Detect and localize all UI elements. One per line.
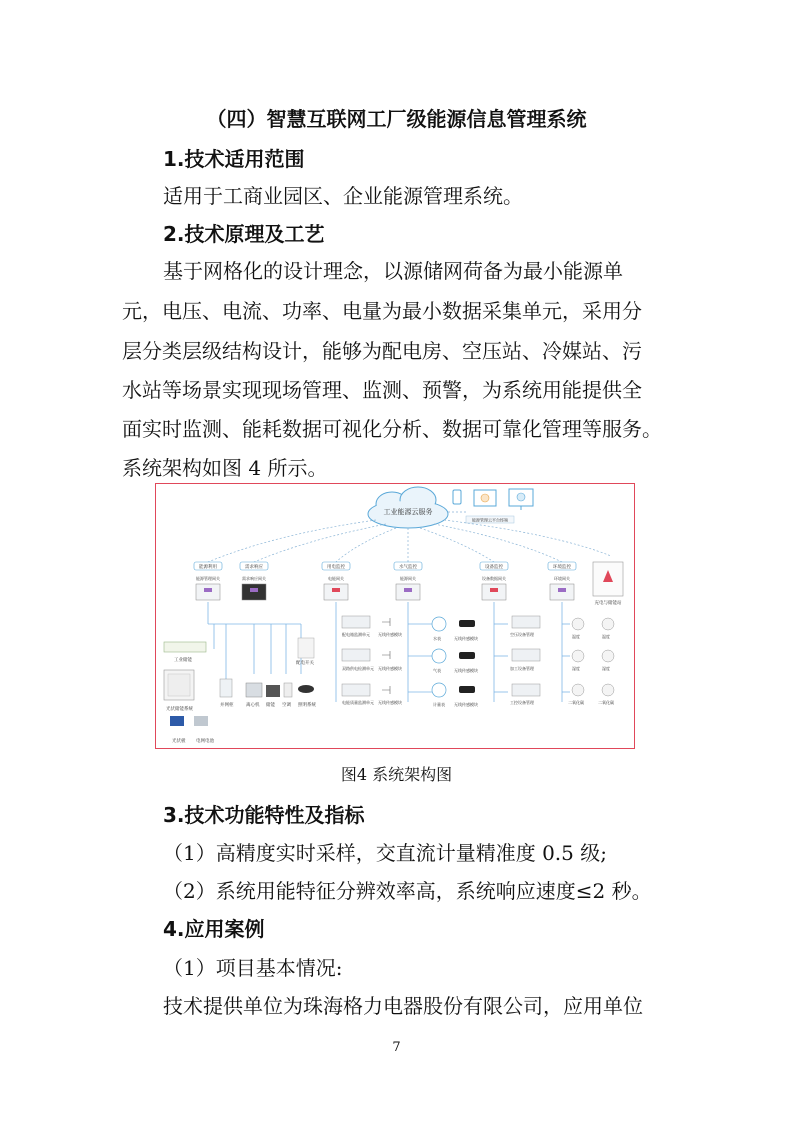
svg-text:湿度: 湿度	[602, 666, 610, 671]
section-4-heading: 4.应用案例	[163, 917, 265, 941]
svg-text:照明系统: 照明系统	[298, 703, 316, 708]
module-tag-label: 设备监控	[485, 565, 503, 570]
svg-text:无线传感模块: 无线传感模块	[454, 702, 478, 707]
cloud-label: 工业能源云服务	[383, 508, 433, 516]
cloud-icon	[368, 487, 448, 528]
module-6	[548, 562, 576, 600]
svg-text:工控设备管理: 工控设备管理	[510, 700, 534, 705]
svg-text:能源管理云平台终端: 能源管理云平台终端	[472, 517, 508, 523]
svg-text:加工设备管理: 加工设备管理	[510, 666, 534, 671]
module-1	[194, 562, 222, 600]
module-2	[240, 562, 268, 600]
section-2-line-4: 水站等场景实现现场管理、监测、预警，为系统用能提供全	[122, 378, 642, 402]
svg-text:温度: 温度	[602, 634, 610, 639]
svg-text:气表: 气表	[433, 668, 441, 673]
system-architecture-figure	[155, 483, 635, 749]
svg-text:工业储能: 工业储能	[174, 658, 192, 663]
section-4-item-1: （1）项目基本情况:	[163, 956, 343, 980]
document-title: （四）智慧互联网工厂级能源信息管理系统	[206, 107, 587, 131]
svg-text:温度: 温度	[572, 634, 580, 639]
device-column	[510, 616, 540, 705]
section-3-heading: 3.技术功能特性及指标	[163, 803, 365, 827]
svg-text:空压设备管理: 空压设备管理	[510, 632, 534, 637]
svg-text:二氧化碳: 二氧化碳	[568, 700, 584, 705]
section-2-line-3: 层分类层级结构设计，能够为配电房、空压站、冷媒站、污	[122, 339, 642, 363]
section-4-body: 技术提供单位为珠海格力电器股份有限公司，应用单位	[163, 994, 643, 1018]
svg-text:储能: 储能	[266, 703, 275, 708]
module-gateway-label: 设备数据网关	[482, 576, 506, 581]
module-tag-label: 需求响应	[245, 565, 263, 570]
section-2-line-6: 系统架构如图 4 所示。	[122, 456, 328, 480]
svg-text:空调: 空调	[282, 703, 291, 708]
environment-sensor-column	[568, 618, 614, 705]
svg-text:双路供电检测单元: 双路供电检测单元	[342, 666, 374, 671]
load-device-group	[220, 638, 316, 708]
svg-text:光伏板: 光伏板	[172, 739, 186, 744]
module-gateway-label: 能源网关	[400, 576, 416, 581]
meter-column	[342, 616, 402, 705]
figure-caption: 图4 系统架构图	[340, 765, 453, 784]
svg-text:配电开关: 配电开关	[296, 661, 314, 666]
module-tag-label: 用电监控	[327, 565, 345, 570]
section-2-line-1: 基于网格化的设计理念，以源储网荷备为最小能源单	[163, 259, 623, 283]
phone-icon	[453, 490, 461, 504]
svg-text:水表: 水表	[433, 636, 441, 641]
section-2-line-5: 面实时监测、能耗数据可视化分析、数据可靠化管理等服务。	[122, 417, 662, 441]
svg-text:电网电池: 电网电池	[196, 739, 214, 744]
svg-text:无线传感模块: 无线传感模块	[378, 700, 402, 705]
svg-text:配电箱监测单元: 配电箱监测单元	[342, 632, 370, 637]
module-tag-label: 水气监控	[399, 565, 417, 570]
monitor-icon	[509, 489, 533, 510]
charging-station-icon	[593, 562, 623, 606]
section-2-heading: 2.技术原理及工艺	[163, 222, 325, 246]
section-3-item-1: （1）高精度实时采样，交直流计量精准度 0.5 级;	[163, 841, 607, 865]
section-1-heading: 1.技术适用范围	[163, 147, 305, 171]
svg-text:二氧化碳: 二氧化碳	[598, 700, 614, 705]
svg-text:光伏储能系统: 光伏储能系统	[166, 707, 193, 712]
svg-text:并网柜: 并网柜	[220, 703, 234, 708]
page-number: 7	[392, 1040, 401, 1055]
module-gateway-label: 电能网关	[328, 576, 344, 581]
svg-text:计量表: 计量表	[433, 702, 445, 707]
section-1-body: 适用于工商业园区、企业能源管理系统。	[163, 184, 523, 208]
module-row	[194, 562, 576, 600]
section-3-item-2: （2）系统用能特征分辨效率高，系统响应速度≤2 秒。	[163, 879, 652, 903]
section-2-line-2: 元，电压、电流、功率、电量为最小数据采集单元，采用分	[122, 299, 642, 323]
svg-text:无线传感模块: 无线传感模块	[378, 666, 402, 671]
water-gas-column	[432, 617, 478, 707]
svg-text:无线传感模块: 无线传感模块	[378, 632, 402, 637]
svg-text:电能质量监测单元: 电能质量监测单元	[342, 700, 374, 705]
svg-text:无线传感模块: 无线传感模块	[454, 636, 478, 641]
module-tag-label: 能源利用	[199, 565, 217, 570]
module-tag-label: 环境监控	[553, 565, 571, 570]
tablet-icon	[474, 490, 496, 506]
module-gateway-label: 环境网关	[554, 576, 570, 581]
module-gateway-label: 能源管理网关	[196, 576, 220, 581]
module-3	[322, 562, 350, 600]
svg-text:充电与储能站: 充电与储能站	[594, 601, 622, 606]
svg-text:离心机: 离心机	[246, 703, 260, 708]
svg-text:无线传感模块: 无线传感模块	[454, 668, 478, 673]
left-device-group	[164, 642, 214, 744]
module-5	[480, 562, 508, 600]
module-gateway-label: 需求响应网关	[242, 576, 266, 581]
svg-text:湿度: 湿度	[572, 666, 580, 671]
module-4	[394, 562, 422, 600]
